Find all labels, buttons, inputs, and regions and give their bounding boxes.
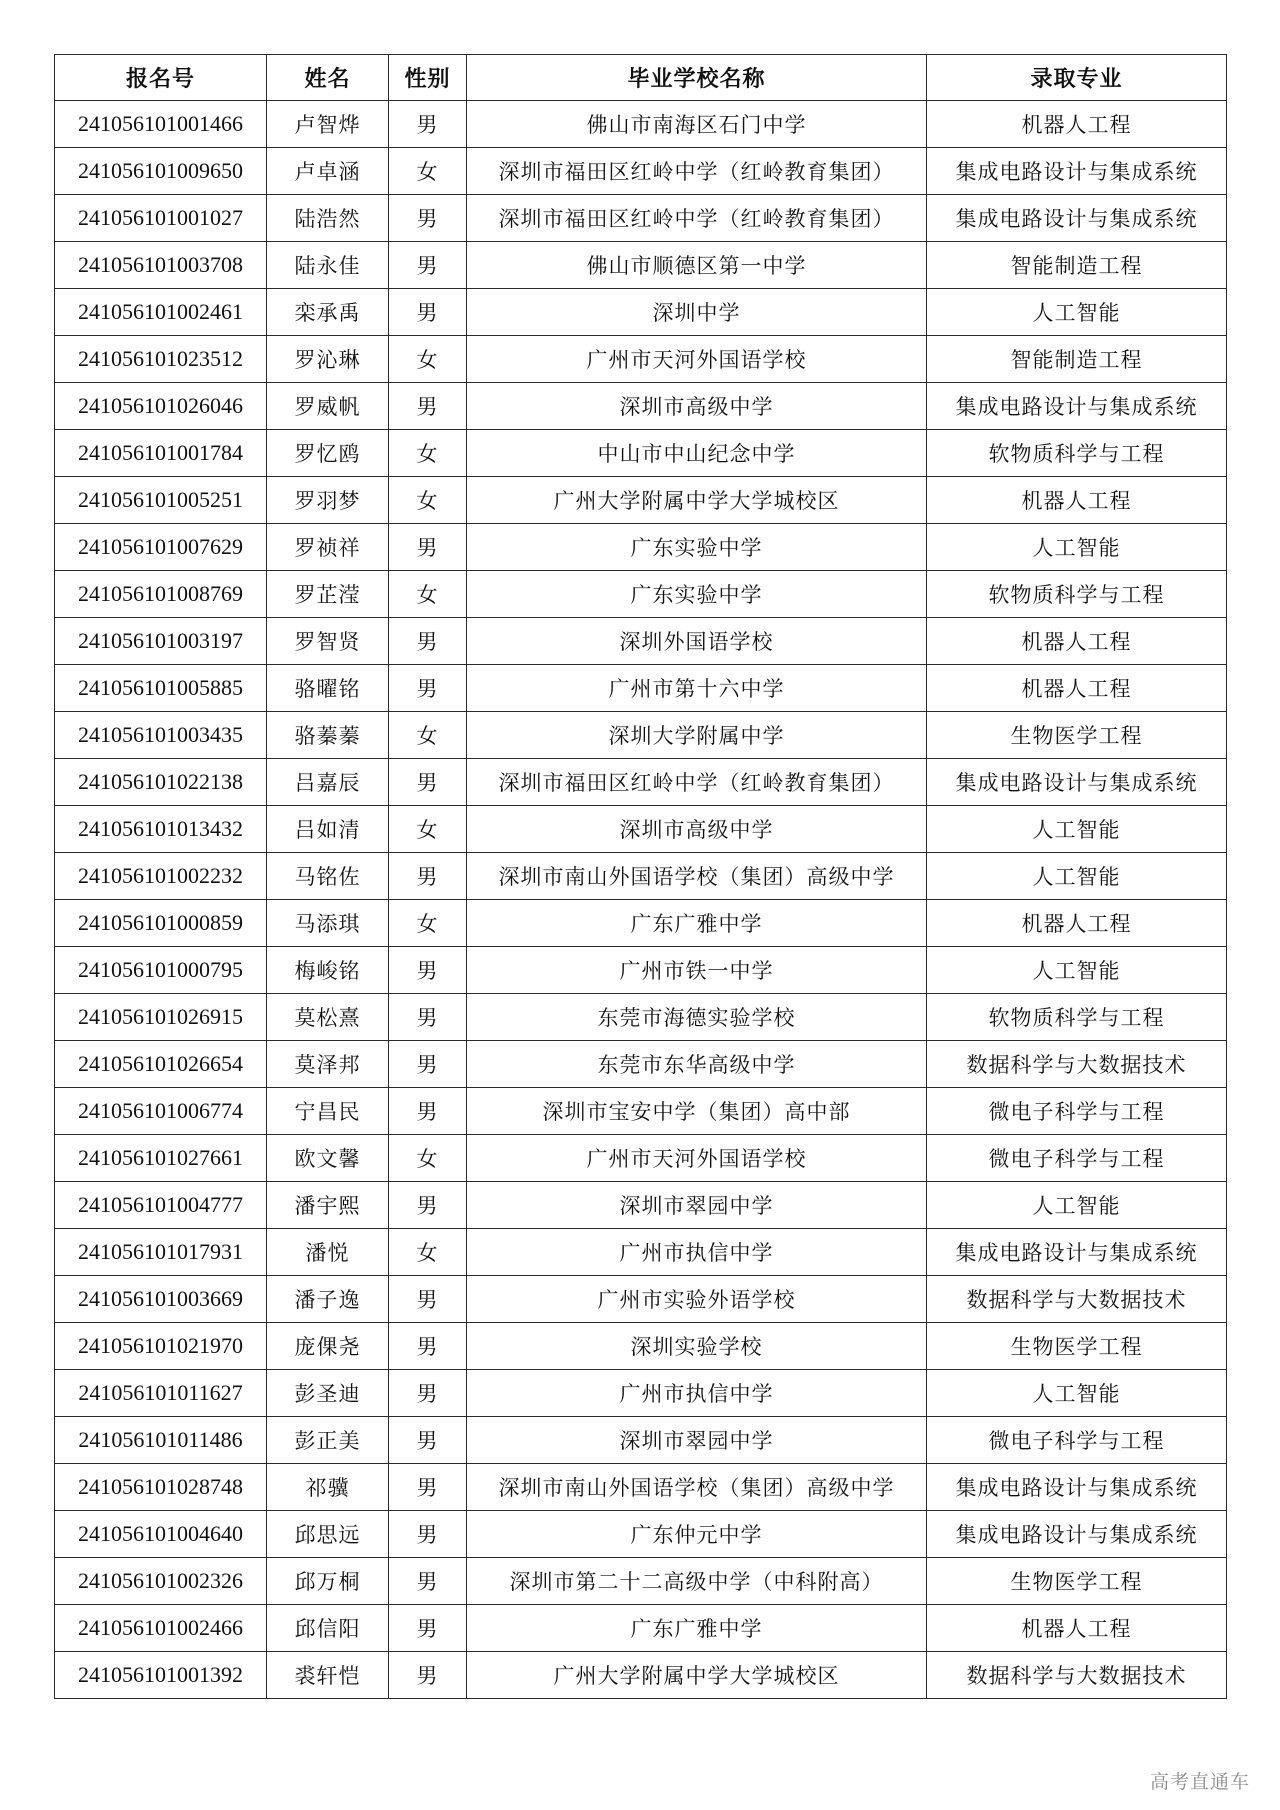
table-row (55, 1417, 1227, 1464)
cell-name: 潘子逸 (267, 1276, 389, 1323)
cell-registration-number: 241056101011627 (55, 1370, 267, 1417)
cell-registration-number: 241056101002461 (55, 289, 267, 336)
cell-school: 深圳市翠园中学 (467, 1182, 927, 1229)
cell-school: 广东广雅中学 (467, 1605, 927, 1652)
cell-registration-number: 241056101027661 (55, 1135, 267, 1182)
cell-school: 深圳实验学校 (467, 1323, 927, 1370)
table-row (55, 524, 1227, 571)
table-row (55, 1558, 1227, 1605)
table-row (55, 1276, 1227, 1323)
cell-major: 微电子科学与工程 (927, 1088, 1227, 1135)
cell-name: 卢智烨 (267, 101, 389, 148)
cell-major: 微电子科学与工程 (927, 1135, 1227, 1182)
cell-major: 人工智能 (927, 524, 1227, 571)
cell-registration-number: 241056101009650 (55, 148, 267, 195)
cell-school: 广州大学附属中学大学城校区 (467, 477, 927, 524)
cell-school: 深圳市南山外国语学校（集团）高级中学 (467, 853, 927, 900)
table-row (55, 336, 1227, 383)
cell-name: 卢卓涵 (267, 148, 389, 195)
header-name: 姓名 (267, 55, 389, 101)
cell-name: 栾承禹 (267, 289, 389, 336)
cell-gender: 男 (389, 289, 467, 336)
cell-gender: 男 (389, 994, 467, 1041)
cell-gender: 男 (389, 853, 467, 900)
cell-major: 机器人工程 (927, 665, 1227, 712)
cell-gender: 男 (389, 195, 467, 242)
cell-school: 深圳市高级中学 (467, 383, 927, 430)
table-row (55, 1041, 1227, 1088)
watermark-text: 高考直通车 (1149, 1771, 1250, 1793)
cell-school: 深圳市南山外国语学校（集团）高级中学 (467, 1464, 927, 1511)
cell-major: 人工智能 (927, 806, 1227, 853)
cell-registration-number: 241056101006774 (55, 1088, 267, 1135)
cell-major: 集成电路设计与集成系统 (927, 1464, 1227, 1511)
header-major: 录取专业 (927, 55, 1227, 101)
cell-major: 人工智能 (927, 1370, 1227, 1417)
table-row (55, 242, 1227, 289)
cell-major: 集成电路设计与集成系统 (927, 383, 1227, 430)
header-gender: 性别 (389, 55, 467, 101)
table-row (55, 477, 1227, 524)
cell-school: 深圳大学附属中学 (467, 712, 927, 759)
cell-registration-number: 241056101005885 (55, 665, 267, 712)
table-row (55, 1370, 1227, 1417)
cell-major: 人工智能 (927, 1182, 1227, 1229)
cell-gender: 男 (389, 1276, 467, 1323)
cell-gender: 女 (389, 1135, 467, 1182)
cell-school: 深圳市第二十二高级中学（中科附高） (467, 1558, 927, 1605)
cell-gender: 女 (389, 806, 467, 853)
cell-name: 罗智贤 (267, 618, 389, 665)
cell-gender: 男 (389, 524, 467, 571)
table-row (55, 383, 1227, 430)
cell-registration-number: 241056101000859 (55, 900, 267, 947)
cell-name: 潘悦 (267, 1229, 389, 1276)
cell-gender: 女 (389, 571, 467, 618)
header-registration-number: 报名号 (55, 55, 267, 101)
cell-gender: 男 (389, 242, 467, 289)
cell-school: 深圳市福田区红岭中学（红岭教育集团） (467, 148, 927, 195)
cell-registration-number: 241056101004777 (55, 1182, 267, 1229)
table-row (55, 148, 1227, 195)
cell-registration-number: 241056101004640 (55, 1511, 267, 1558)
cell-major: 集成电路设计与集成系统 (927, 148, 1227, 195)
cell-school: 广州市第十六中学 (467, 665, 927, 712)
cell-major: 数据科学与大数据技术 (927, 1041, 1227, 1088)
table-row (55, 1088, 1227, 1135)
cell-major: 人工智能 (927, 289, 1227, 336)
cell-name: 梅峻铭 (267, 947, 389, 994)
cell-school: 深圳中学 (467, 289, 927, 336)
table-row (55, 195, 1227, 242)
cell-gender: 男 (389, 947, 467, 994)
cell-name: 彭正美 (267, 1417, 389, 1464)
admission-table (54, 54, 1227, 1699)
cell-school: 佛山市顺德区第一中学 (467, 242, 927, 289)
cell-registration-number: 241056101002232 (55, 853, 267, 900)
cell-name: 马添琪 (267, 900, 389, 947)
cell-registration-number: 241056101028748 (55, 1464, 267, 1511)
cell-major: 集成电路设计与集成系统 (927, 195, 1227, 242)
cell-school: 深圳市翠园中学 (467, 1417, 927, 1464)
cell-registration-number: 241056101026654 (55, 1041, 267, 1088)
table-row (55, 1135, 1227, 1182)
cell-school: 广东实验中学 (467, 571, 927, 618)
cell-major: 软物质科学与工程 (927, 571, 1227, 618)
cell-gender: 女 (389, 477, 467, 524)
cell-gender: 女 (389, 430, 467, 477)
cell-registration-number: 241056101026915 (55, 994, 267, 1041)
cell-name: 欧文馨 (267, 1135, 389, 1182)
cell-registration-number: 241056101011486 (55, 1417, 267, 1464)
cell-gender: 男 (389, 1370, 467, 1417)
table-row (55, 1182, 1227, 1229)
cell-name: 宁昌民 (267, 1088, 389, 1135)
cell-school: 东莞市东华高级中学 (467, 1041, 927, 1088)
table-row (55, 900, 1227, 947)
cell-name: 庞倮尧 (267, 1323, 389, 1370)
cell-registration-number: 241056101021970 (55, 1323, 267, 1370)
cell-gender: 男 (389, 1558, 467, 1605)
cell-gender: 女 (389, 1229, 467, 1276)
table-row (55, 1652, 1227, 1699)
cell-name: 邱信阳 (267, 1605, 389, 1652)
cell-registration-number: 241056101005251 (55, 477, 267, 524)
cell-school: 广东实验中学 (467, 524, 927, 571)
cell-major: 生物医学工程 (927, 712, 1227, 759)
cell-gender: 女 (389, 712, 467, 759)
table-row (55, 712, 1227, 759)
cell-name: 骆蓁蓁 (267, 712, 389, 759)
cell-major: 智能制造工程 (927, 242, 1227, 289)
cell-name: 骆曜铭 (267, 665, 389, 712)
cell-school: 广州大学附属中学大学城校区 (467, 1652, 927, 1699)
cell-name: 莫泽邦 (267, 1041, 389, 1088)
cell-major: 集成电路设计与集成系统 (927, 759, 1227, 806)
cell-school: 广州市天河外国语学校 (467, 1135, 927, 1182)
cell-name: 邱万桐 (267, 1558, 389, 1605)
cell-gender: 男 (389, 101, 467, 148)
cell-gender: 男 (389, 1652, 467, 1699)
cell-major: 生物医学工程 (927, 1323, 1227, 1370)
table-row (55, 1605, 1227, 1652)
table-row (55, 618, 1227, 665)
cell-name: 罗忆鸥 (267, 430, 389, 477)
cell-registration-number: 241056101023512 (55, 336, 267, 383)
cell-registration-number: 241056101001027 (55, 195, 267, 242)
table-row (55, 571, 1227, 618)
cell-name: 邱思远 (267, 1511, 389, 1558)
table-row (55, 101, 1227, 148)
cell-school: 深圳外国语学校 (467, 618, 927, 665)
table-row (55, 994, 1227, 1041)
table-row (55, 853, 1227, 900)
cell-registration-number: 241056101007629 (55, 524, 267, 571)
cell-school: 广州市天河外国语学校 (467, 336, 927, 383)
cell-name: 彭圣迪 (267, 1370, 389, 1417)
cell-registration-number: 241056101003708 (55, 242, 267, 289)
cell-school: 广东广雅中学 (467, 900, 927, 947)
cell-major: 智能制造工程 (927, 336, 1227, 383)
cell-gender: 女 (389, 900, 467, 947)
cell-name: 罗沁琳 (267, 336, 389, 383)
cell-major: 机器人工程 (927, 900, 1227, 947)
cell-name: 祁骥 (267, 1464, 389, 1511)
cell-school: 佛山市南海区石门中学 (467, 101, 927, 148)
table-header-row (55, 55, 1227, 101)
cell-gender: 男 (389, 618, 467, 665)
cell-major: 软物质科学与工程 (927, 430, 1227, 477)
cell-name: 吕嘉辰 (267, 759, 389, 806)
cell-name: 罗芷滢 (267, 571, 389, 618)
table-row (55, 1511, 1227, 1558)
cell-gender: 男 (389, 1323, 467, 1370)
table-row (55, 1323, 1227, 1370)
cell-major: 机器人工程 (927, 477, 1227, 524)
table-row (55, 947, 1227, 994)
cell-gender: 男 (389, 1605, 467, 1652)
table-row (55, 430, 1227, 477)
cell-major: 微电子科学与工程 (927, 1417, 1227, 1464)
cell-major: 机器人工程 (927, 618, 1227, 665)
cell-school: 深圳市福田区红岭中学（红岭教育集团） (467, 195, 927, 242)
cell-name: 陆浩然 (267, 195, 389, 242)
cell-registration-number: 241056101001784 (55, 430, 267, 477)
cell-school: 深圳市福田区红岭中学（红岭教育集团） (467, 759, 927, 806)
cell-registration-number: 241056101003197 (55, 618, 267, 665)
cell-major: 机器人工程 (927, 1605, 1227, 1652)
cell-gender: 女 (389, 148, 467, 195)
cell-gender: 男 (389, 1511, 467, 1558)
cell-school: 广州市实验外语学校 (467, 1276, 927, 1323)
cell-name: 莫松熹 (267, 994, 389, 1041)
cell-name: 马铭佐 (267, 853, 389, 900)
cell-name: 罗威帆 (267, 383, 389, 430)
cell-registration-number: 241056101002466 (55, 1605, 267, 1652)
cell-major: 集成电路设计与集成系统 (927, 1229, 1227, 1276)
cell-gender: 男 (389, 1182, 467, 1229)
cell-name: 裘轩恺 (267, 1652, 389, 1699)
table-row (55, 1229, 1227, 1276)
cell-major: 软物质科学与工程 (927, 994, 1227, 1041)
cell-name: 潘宇熙 (267, 1182, 389, 1229)
cell-gender: 男 (389, 1464, 467, 1511)
cell-registration-number: 241056101013432 (55, 806, 267, 853)
cell-registration-number: 241056101001392 (55, 1652, 267, 1699)
cell-major: 机器人工程 (927, 101, 1227, 148)
table-row (55, 665, 1227, 712)
cell-gender: 男 (389, 1041, 467, 1088)
cell-major: 数据科学与大数据技术 (927, 1652, 1227, 1699)
cell-registration-number: 241056101003435 (55, 712, 267, 759)
header-school: 毕业学校名称 (467, 55, 927, 101)
table-row (55, 1464, 1227, 1511)
table-row (55, 289, 1227, 336)
table-row (55, 806, 1227, 853)
cell-major: 数据科学与大数据技术 (927, 1276, 1227, 1323)
cell-gender: 男 (389, 759, 467, 806)
cell-registration-number: 241056101000795 (55, 947, 267, 994)
cell-gender: 男 (389, 1088, 467, 1135)
cell-major: 人工智能 (927, 853, 1227, 900)
cell-school: 东莞市海德实验学校 (467, 994, 927, 1041)
cell-school: 广州市执信中学 (467, 1229, 927, 1276)
cell-registration-number: 241056101003669 (55, 1276, 267, 1323)
cell-name: 罗羽梦 (267, 477, 389, 524)
cell-school: 中山市中山纪念中学 (467, 430, 927, 477)
cell-registration-number: 241056101022138 (55, 759, 267, 806)
cell-registration-number: 241056101008769 (55, 571, 267, 618)
cell-major: 人工智能 (927, 947, 1227, 994)
cell-major: 生物医学工程 (927, 1558, 1227, 1605)
cell-school: 广州市执信中学 (467, 1370, 927, 1417)
cell-registration-number: 241056101001466 (55, 101, 267, 148)
cell-name: 陆永佳 (267, 242, 389, 289)
cell-gender: 男 (389, 1417, 467, 1464)
cell-gender: 男 (389, 665, 467, 712)
cell-name: 吕如清 (267, 806, 389, 853)
cell-school: 广东仲元中学 (467, 1511, 927, 1558)
cell-school: 广州市铁一中学 (467, 947, 927, 994)
cell-registration-number: 241056101002326 (55, 1558, 267, 1605)
table-body (55, 101, 1227, 1699)
cell-name: 罗祯祥 (267, 524, 389, 571)
cell-registration-number: 241056101026046 (55, 383, 267, 430)
cell-school: 深圳市宝安中学（集团）高中部 (467, 1088, 927, 1135)
cell-school: 深圳市高级中学 (467, 806, 927, 853)
cell-gender: 女 (389, 336, 467, 383)
table-row (55, 759, 1227, 806)
cell-registration-number: 241056101017931 (55, 1229, 267, 1276)
cell-gender: 男 (389, 383, 467, 430)
cell-major: 集成电路设计与集成系统 (927, 1511, 1227, 1558)
